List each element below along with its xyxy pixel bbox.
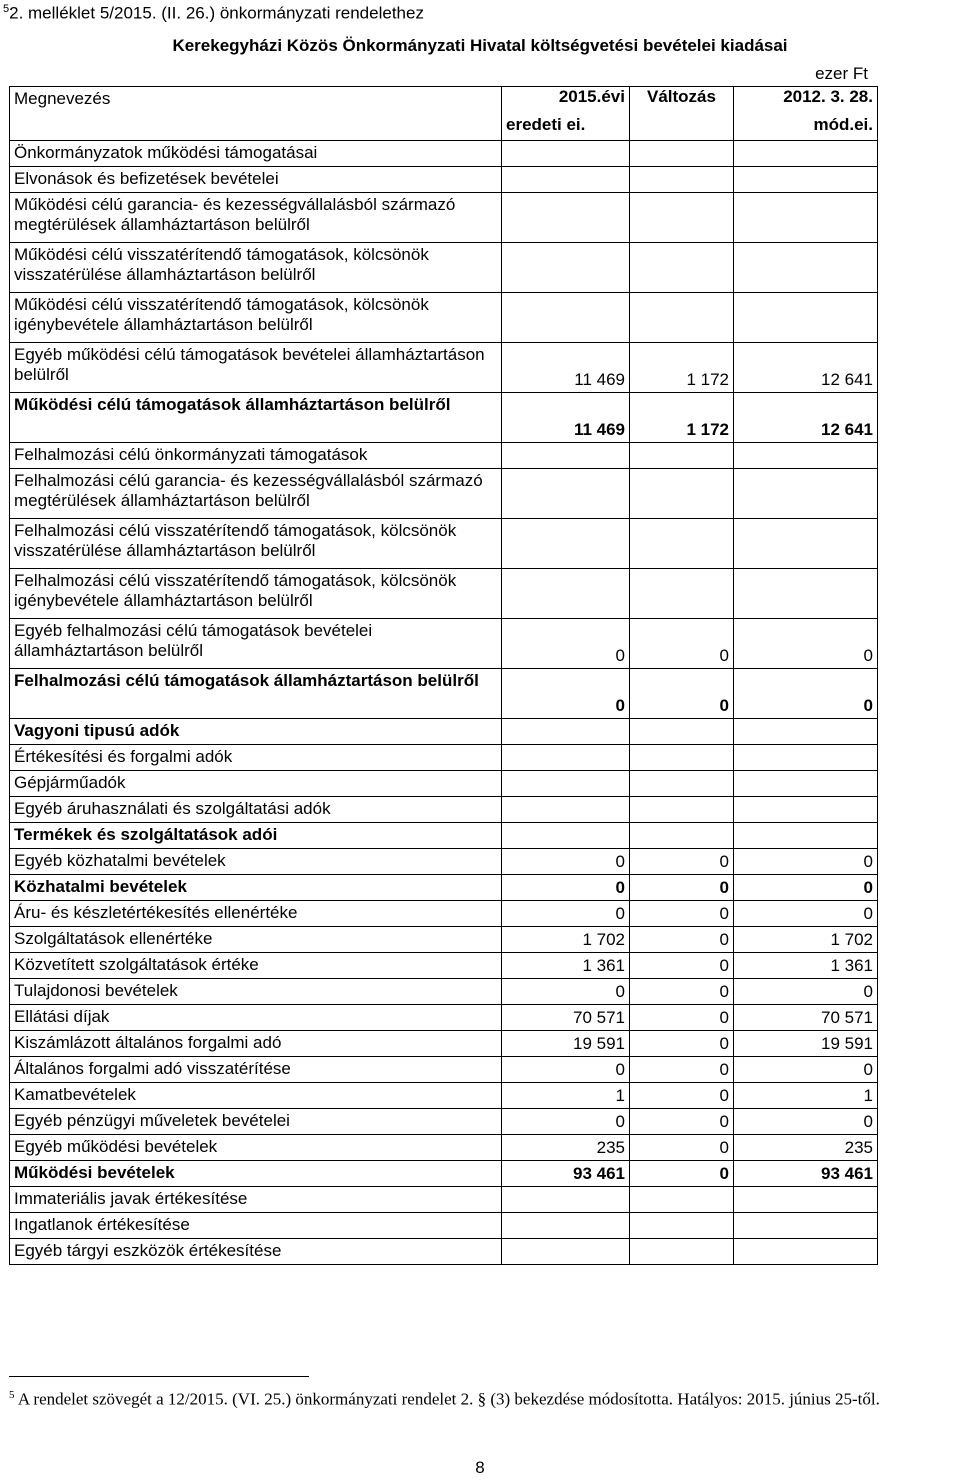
row-label: Vagyoni tipusú adók [10,719,502,745]
table-row [10,443,878,469]
row-modified-value: 0 [734,1109,878,1135]
row-label: Működési célú garancia- és kezességvállalásból származó megtérülések államháztartáson belülről [10,193,502,243]
row-modified-value: 0 [734,1057,878,1083]
row-modified-value [734,797,878,823]
row-original-value [502,443,630,469]
row-original-value [502,193,630,243]
footnote-separator [9,1376,309,1377]
row-original-value: 0 [502,619,630,669]
table-row [10,243,878,293]
row-original-value: 0 [502,1057,630,1083]
row-modified-value: 19 591 [734,1031,878,1057]
row-change-value: 0 [630,979,734,1005]
row-label: Értékesítési és forgalmi adók [10,745,502,771]
row-change-value [630,745,734,771]
row-modified-value: 0 [734,875,878,901]
table-header-row [10,87,878,141]
row-label: Működési bevételek [10,1161,502,1187]
table-row [10,901,878,927]
row-label: Ellátási díjak [10,1005,502,1031]
row-change-value [630,1187,734,1213]
row-label: Egyéb közhatalmi bevételek [10,849,502,875]
table-row [10,569,878,619]
table-row [10,1239,878,1265]
table-row [10,1031,878,1057]
row-label: Működési célú visszatérítendő támogatások, kölcsönök visszatérülése államháztartáson belülről [10,243,502,293]
row-change-value [630,797,734,823]
row-original-value [502,519,630,569]
table-row [10,927,878,953]
row-modified-value [734,719,878,745]
row-change-value: 0 [630,1083,734,1109]
table-row [10,875,878,901]
document-title: Kerekegyházi Közös Önkormányzati Hivatal költségvetési bevételei kiadásai [172,36,788,55]
budget-table [9,86,878,1265]
row-original-value: 0 [502,979,630,1005]
row-change-value [630,1239,734,1265]
row-modified-value: 0 [734,849,878,875]
row-label: Egyéb pénzügyi műveletek bevételei [10,1109,502,1135]
col-header-modified [734,87,878,141]
row-change-value [630,719,734,745]
row-original-value: 235 [502,1135,630,1161]
row-label: Önkormányzatok működési támogatásai [10,141,502,167]
row-modified-value: 0 [734,901,878,927]
row-label: Kamatbevételek [10,1083,502,1109]
row-modified-value [734,519,878,569]
row-change-value [630,569,734,619]
col-header-modified-line2: mód.ei. [813,115,873,134]
annex-text: 2. melléklet 5/2015. (II. 26.) önkormányzati rendelethez [9,3,424,23]
row-label: Szolgáltatások ellenértéke [10,927,502,953]
footnote [9,1384,954,1411]
row-original-value: 11 469 [502,343,630,393]
row-modified-value: 12 641 [734,393,878,443]
row-change-value [630,443,734,469]
row-change-value: 1 172 [630,393,734,443]
row-change-value: 0 [630,901,734,927]
row-original-value [502,293,630,343]
row-modified-value [734,443,878,469]
col-header-change-text: Változás [647,87,716,106]
col-header-original-line1: 2015.évi [558,87,625,106]
table-row [10,141,878,167]
row-modified-value: 93 461 [734,1161,878,1187]
row-change-value [630,519,734,569]
row-label: Felhalmozási célú garancia- és kezességvállalásból származó megtérülések államháztartáson belülről [10,469,502,519]
row-original-value: 11 469 [502,393,630,443]
row-original-value: 0 [502,669,630,719]
unit-label: ezer Ft [815,64,868,83]
row-modified-value: 0 [734,669,878,719]
table-row [10,823,878,849]
row-label: Közhatalmi bevételek [10,875,502,901]
row-modified-value [734,1213,878,1239]
row-original-value [502,1187,630,1213]
table-row [10,849,878,875]
table-row [10,393,878,443]
table-row [10,1161,878,1187]
row-label: Közvetített szolgáltatások értéke [10,953,502,979]
table-row [10,1083,878,1109]
row-modified-value [734,469,878,519]
row-modified-value: 1 361 [734,953,878,979]
col-header-original [502,87,630,141]
row-change-value: 0 [630,1031,734,1057]
row-original-value: 93 461 [502,1161,630,1187]
row-change-value [630,243,734,293]
row-modified-value [734,823,878,849]
row-original-value [502,719,630,745]
footnote-mark: 5 [9,1389,15,1401]
table-row [10,771,878,797]
page-number: 8 [475,1458,485,1477]
row-label: Felhalmozási célú önkormányzati támogatások [10,443,502,469]
table-row [10,669,878,719]
row-label: Egyéb áruhasználati és szolgáltatási adók [10,797,502,823]
row-original-value [502,797,630,823]
row-original-value [502,1239,630,1265]
row-label: Ingatlanok értékesítése [10,1213,502,1239]
row-original-value [502,823,630,849]
row-change-value: 0 [630,1135,734,1161]
table-row [10,953,878,979]
row-original-value [502,745,630,771]
col-header-name [10,87,502,141]
row-change-value [630,771,734,797]
row-modified-value [734,569,878,619]
row-modified-value: 12 641 [734,343,878,393]
row-original-value [502,569,630,619]
table-row [10,1213,878,1239]
row-change-value: 0 [630,1057,734,1083]
row-original-value: 1 702 [502,927,630,953]
row-original-value: 0 [502,1109,630,1135]
table-row [10,469,878,519]
row-original-value: 0 [502,901,630,927]
row-label: Gépjárműadók [10,771,502,797]
col-header-change [630,87,734,141]
row-label: Egyéb felhalmozási célú támogatások bevételei államháztartáson belülről [10,619,502,669]
row-label: Általános forgalmi adó visszatérítése [10,1057,502,1083]
table-row [10,719,878,745]
row-change-value: 0 [630,1161,734,1187]
table-row [10,1187,878,1213]
annex-reference [3,3,424,24]
row-modified-value [734,1187,878,1213]
table-row [10,519,878,569]
row-change-value [630,823,734,849]
table-row [10,797,878,823]
row-original-value: 70 571 [502,1005,630,1031]
row-label: Felhalmozási célú visszatérítendő támogatások, kölcsönök visszatérülése államháztartáson belülről [10,519,502,569]
table-row [10,745,878,771]
row-change-value [630,1213,734,1239]
row-modified-value [734,1239,878,1265]
row-modified-value [734,745,878,771]
row-original-value [502,1213,630,1239]
row-change-value: 0 [630,1005,734,1031]
row-change-value: 0 [630,927,734,953]
row-change-value: 0 [630,875,734,901]
row-label: Felhalmozási célú támogatások államháztartáson belülről [10,669,502,719]
row-change-value [630,193,734,243]
row-original-value [502,167,630,193]
table-row [10,1057,878,1083]
row-modified-value: 1 702 [734,927,878,953]
row-change-value [630,469,734,519]
row-label: Tulajdonosi bevételek [10,979,502,1005]
row-label: Egyéb tárgyi eszközök értékesítése [10,1239,502,1265]
table-row [10,293,878,343]
row-original-value [502,243,630,293]
row-original-value [502,469,630,519]
row-modified-value [734,771,878,797]
table-row [10,343,878,393]
row-label: Működési célú támogatások államháztartáson belülről [10,393,502,443]
row-original-value: 19 591 [502,1031,630,1057]
row-modified-value [734,293,878,343]
row-label: Egyéb működési bevételek [10,1135,502,1161]
row-label: Egyéb működési célú támogatások bevételei államháztartáson belülről [10,343,502,393]
row-change-value [630,141,734,167]
row-original-value [502,141,630,167]
table-row [10,167,878,193]
row-modified-value [734,243,878,293]
row-label: Kiszámlázott általános forgalmi adó [10,1031,502,1057]
row-change-value: 1 172 [630,343,734,393]
row-change-value: 0 [630,953,734,979]
table-row [10,1135,878,1161]
row-label: Felhalmozási célú visszatérítendő támogatások, kölcsönök igénybevétele államháztartáson belülről [10,569,502,619]
table-row [10,1005,878,1031]
table-row [10,193,878,243]
row-change-value [630,293,734,343]
row-original-value [502,771,630,797]
row-modified-value: 235 [734,1135,878,1161]
row-change-value: 0 [630,619,734,669]
row-label: Elvonások és befizetések bevételei [10,167,502,193]
row-modified-value: 1 [734,1083,878,1109]
footnote-text: A rendelet szövegét a 12/2015. (VI. 25.) önkormányzati rendelet 2. § (3) bekezdése módosította. Hatályos: 2015. június 25-től. [17,1389,880,1409]
table-row [10,1109,878,1135]
row-modified-value: 70 571 [734,1005,878,1031]
row-change-value: 0 [630,849,734,875]
table-row [10,619,878,669]
row-label: Áru- és készletértékesítés ellenértéke [10,901,502,927]
row-change-value [630,167,734,193]
row-modified-value [734,193,878,243]
row-original-value: 1 361 [502,953,630,979]
annex-footnote-mark: 5 [3,3,10,15]
row-change-value: 0 [630,1109,734,1135]
row-modified-value [734,167,878,193]
row-modified-value: 0 [734,979,878,1005]
row-modified-value [734,141,878,167]
row-label: Működési célú visszatérítendő támogatások, kölcsönök igénybevétele államháztartáson belülről [10,293,502,343]
col-header-original-line2: eredeti ei. [506,115,586,134]
table-row [10,979,878,1005]
col-header-name-text: Megnevezés [14,89,111,108]
row-modified-value: 0 [734,619,878,669]
row-original-value: 0 [502,875,630,901]
row-change-value: 0 [630,669,734,719]
col-header-modified-line1: 2012. 3. 28. [783,87,873,106]
row-label: Immateriális javak értékesítése [10,1187,502,1213]
row-label: Termékek és szolgáltatások adói [10,823,502,849]
row-original-value: 0 [502,849,630,875]
row-original-value: 1 [502,1083,630,1109]
